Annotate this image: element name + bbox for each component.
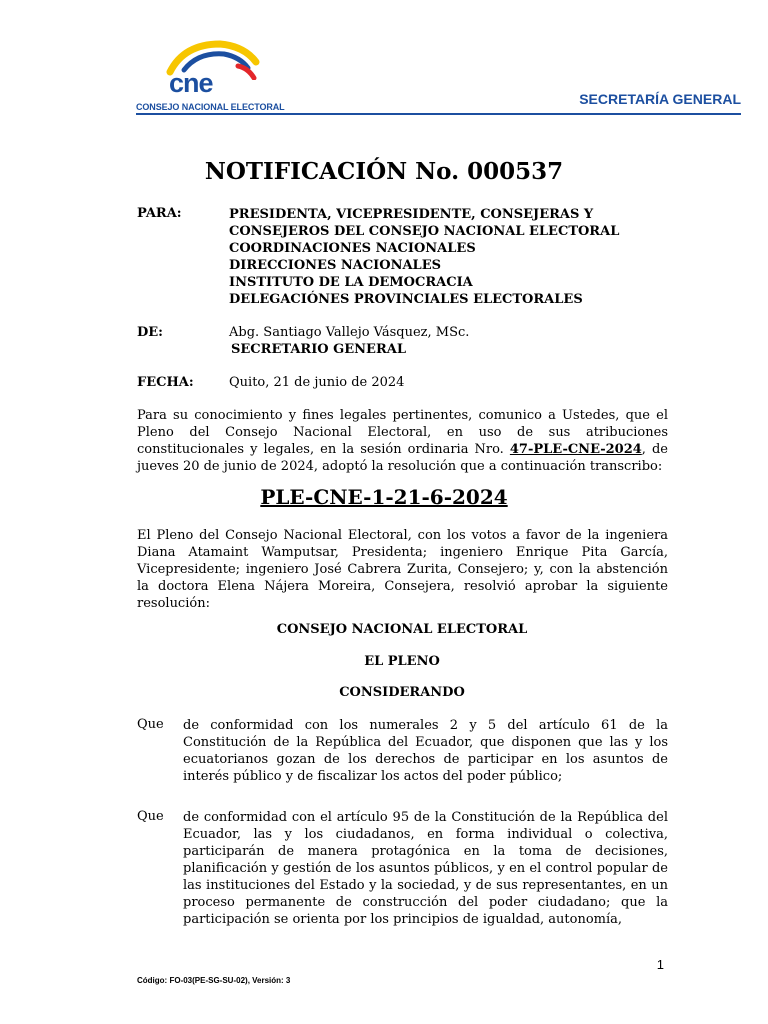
considerando-heading: CONSIDERANDO bbox=[339, 685, 465, 700]
code-value: FO-03(PE-SG-SU-02), Versión: 3 bbox=[169, 976, 291, 985]
header-divider bbox=[136, 113, 741, 115]
council-heading: CONSEJO NACIONAL ELECTORAL bbox=[276, 622, 528, 637]
consideration-label: Que bbox=[137, 809, 164, 824]
consideration-text: de conformidad con el artículo 95 de la Constitución de la República del Ecuador, las y los ciudadanos, en forma individual o colectiva, participarán de manera protagónica en la toma de decisiones, planificación y gestión de los asuntos públicos, y en el control popular de las instituciones del Estado y la sociedad, y de sus representantes, en un proceso permanente de construcción del poder ciudadano; que la participación se orienta por los principios de igualdad, autonomía, bbox=[183, 810, 668, 927]
document-code bbox=[137, 976, 290, 985]
session-number: 47-PLE-CNE-2024 bbox=[509, 442, 642, 457]
recipient-line: DELEGACIÓNES PROVINCIALES ELECTORALES bbox=[229, 292, 583, 307]
cne-logo bbox=[136, 40, 296, 116]
consideration-text: de conformidad con los numerales 2 y 5 del artículo 61 de la Constitución de la República del Ecuador, que disponen que las y los ecuatorianos gozan de los derechos de participar en los asuntos de interés público y de fiscalizar los actos del poder público; bbox=[183, 718, 668, 784]
resolution-code: PLE-CNE-1-21-6-2024 bbox=[260, 485, 508, 509]
recipient-line: INSTITUTO DE LA DEMOCRACIA bbox=[229, 275, 473, 290]
intro-text-start: Para su conocimiento y fines legales pertinentes, comunico a Ustedes, que el Pleno del Consejo Nacional Electoral, en uso de sus atribuciones constitucionales y legales, en la sesión ordinaria Nro. bbox=[137, 408, 668, 457]
consideration-label: Que bbox=[137, 717, 164, 732]
recipient-line: DIRECCIONES NACIONALES bbox=[229, 258, 441, 273]
recipients bbox=[229, 206, 619, 308]
vote-paragraph: El Pleno del Consejo Nacional Electoral, con los votos a favor de la ingeniera Diana Atamaint Wamputsar, Presidenta; ingeniero Enrique Pita García, Vicepresidente; ingeniero José Cabrera Zurita, Consejero; y, con la abstención la doctora Elena Nájera Moreira, Consejera, resolvió aprobar la siguiente resolución: bbox=[137, 528, 668, 611]
fecha-label: FECHA: bbox=[137, 375, 194, 390]
recipient-line: CONSEJEROS DEL CONSEJO NACIONAL ELECTORAL bbox=[229, 224, 620, 239]
pleno-heading: EL PLENO bbox=[364, 654, 440, 669]
date-value: Quito, 21 de junio de 2024 bbox=[229, 375, 405, 390]
intro-paragraph bbox=[137, 407, 668, 475]
recipient-line: COORDINACIONES NACIONALES bbox=[229, 241, 476, 256]
page-number: 1 bbox=[656, 957, 664, 972]
para-label: PARA: bbox=[137, 206, 182, 221]
intro-text-end: , de jueves 20 de junio de 2024, adoptó la resolución que a continuación transcribo: bbox=[137, 442, 669, 474]
section-title: SECRETARÍA GENERAL bbox=[579, 91, 741, 107]
de-label: DE: bbox=[137, 325, 163, 340]
org-name: CONSEJO NACIONAL ELECTORAL bbox=[136, 102, 285, 112]
logo-wordmark: cne bbox=[169, 68, 213, 98]
sender-name: Abg. Santiago Vallejo Vásquez, MSc. bbox=[229, 325, 470, 340]
recipient-line: PRESIDENTA, VICEPRESIDENTE, CONSEJERAS Y bbox=[229, 207, 594, 222]
notification-title: NOTIFICACIÓN No. 000537 bbox=[204, 158, 564, 185]
code-label: Código: bbox=[137, 976, 168, 985]
sender-role: SECRETARIO GENERAL bbox=[231, 342, 406, 357]
